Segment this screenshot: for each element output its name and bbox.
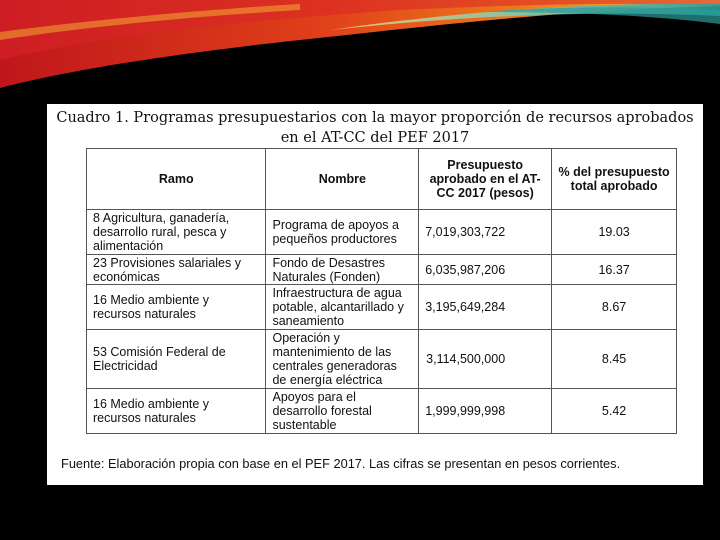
header-nombre: Nombre <box>266 149 419 210</box>
cell-porcentaje: 16.37 <box>552 255 677 285</box>
cell-nombre: Infraestructura de agua potable, alcantarillado y saneamiento <box>266 285 419 330</box>
header-porcentaje: % del presupuesto total aprobado <box>552 149 677 210</box>
cell-porcentaje: 8.67 <box>552 285 677 330</box>
cell-nombre: Fondo de Desastres Naturales (Fonden) <box>266 255 419 285</box>
cell-ramo: 53 Comisión Federal de Electricidad <box>87 330 266 389</box>
cell-presupuesto: 3,195,649,284 <box>419 285 552 330</box>
cell-presupuesto: 6,035,987,206 <box>419 255 552 285</box>
cell-porcentaje: 8.45 <box>552 330 677 389</box>
table-header-row <box>87 149 677 210</box>
cell-presupuesto: 3,114,500,000 <box>419 330 552 389</box>
source-note: Fuente: Elaboración propia con base en el PEF 2017. Las cifras se presentan en pesos corrientes. <box>61 456 621 471</box>
cell-ramo: 23 Provisiones salariales y económicas <box>87 255 266 285</box>
cell-porcentaje: 5.42 <box>552 389 677 434</box>
cell-presupuesto: 7,019,303,722 <box>419 210 552 255</box>
table-row <box>87 285 677 330</box>
cell-ramo: 16 Medio ambiente y recursos naturales <box>87 285 266 330</box>
cell-nombre: Apoyos para el desarrollo forestal sustentable <box>266 389 419 434</box>
table-row <box>87 330 677 389</box>
cell-porcentaje: 19.03 <box>552 210 677 255</box>
cell-presupuesto: 1,999,999,998 <box>419 389 552 434</box>
table-row <box>87 255 677 285</box>
budget-table <box>86 148 677 434</box>
cell-ramo: 16 Medio ambiente y recursos naturales <box>87 389 266 434</box>
cell-ramo: 8 Agricultura, ganadería, desarrollo rural, pesca y alimentación <box>87 210 266 255</box>
cell-nombre: Programa de apoyos a pequeños productores <box>266 210 419 255</box>
table-row <box>87 210 677 255</box>
header-presupuesto: Presupuesto aprobado en el AT-CC 2017 (pesos) <box>419 149 552 210</box>
table-title: Cuadro 1. Programas presupuestarios con la mayor proporción de recursos aprobados en el AT-CC del PEF 2017 <box>56 110 694 146</box>
decorative-banner <box>0 0 720 95</box>
cell-nombre: Operación y mantenimiento de las centrales generadoras de energía eléctrica <box>266 330 419 389</box>
table-row <box>87 389 677 434</box>
table-card <box>47 104 703 485</box>
header-ramo: Ramo <box>87 149 266 210</box>
